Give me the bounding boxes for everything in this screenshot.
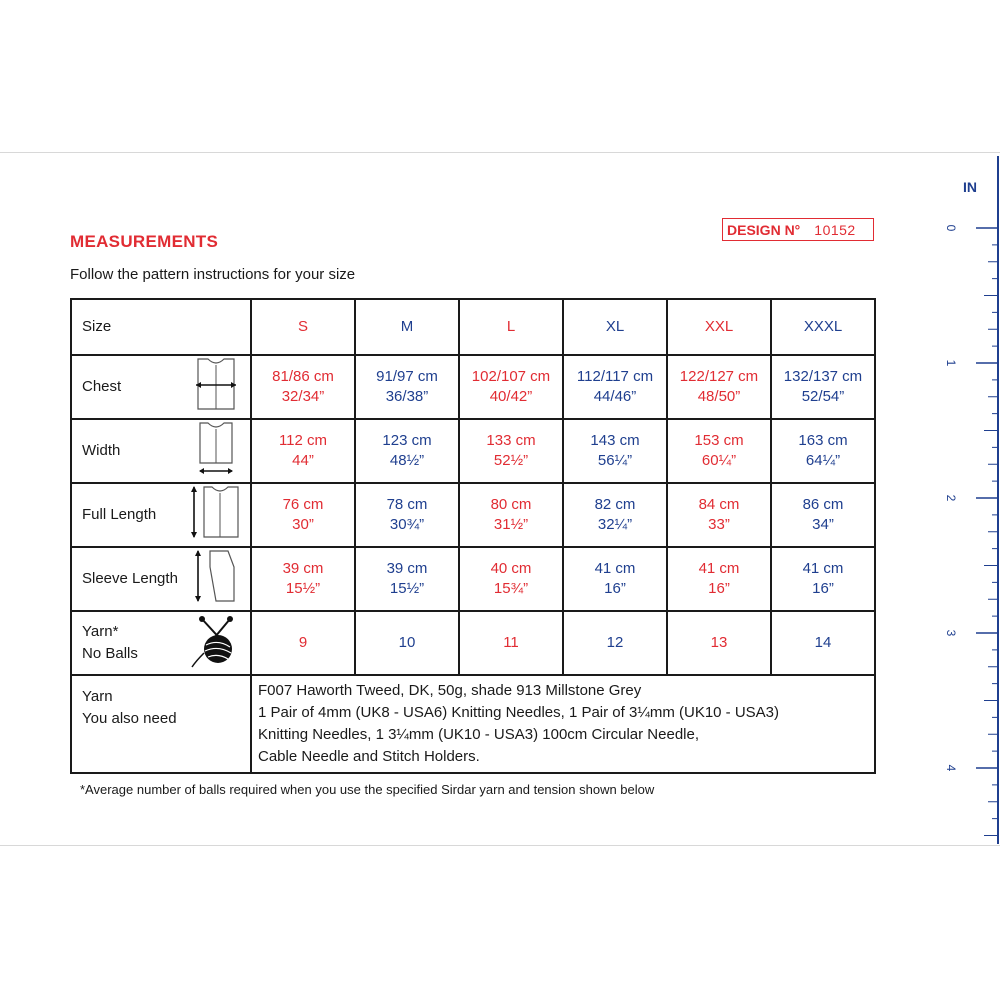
yarn-balls-label-cell [71,611,251,675]
width-measurement-icon [188,419,244,483]
width-cell [771,419,875,483]
sleeve-length-cell [459,547,563,611]
sleeve-length-in: 15¾” [493,580,529,597]
sleeve-length-cell [355,547,459,611]
width-cm: 112 cm [278,432,328,449]
footnote: *Average number of balls required when you use the specified Sirdar yarn and tension shown below [80,782,655,797]
size-header: M [355,299,459,355]
sleeve-length-in: 16” [708,580,730,597]
full-length-cell [355,483,459,547]
sleeve-length-cell [563,547,667,611]
full-length-in: 30” [292,516,314,533]
sleeve-measurement-icon [188,547,244,611]
full-length-label-cell [71,483,251,547]
chest-in: 40/42” [489,388,533,405]
chest-label: Chest [82,378,122,395]
sleeve-length-in: 16” [812,580,834,597]
full-length-in: 31½” [493,516,529,533]
yarn-label-line1: Yarn* [82,623,119,640]
width-in: 44” [292,452,314,469]
inch-ruler [930,150,1000,850]
materials-label-cell [71,675,251,773]
sleeve-length-label-cell [71,547,251,611]
yarn-balls-row [71,611,875,675]
width-row [71,419,875,483]
chest-cm: 122/127 cm [679,368,759,385]
design-number-badge [722,218,874,241]
materials-label [82,686,177,730]
materials-label-line1: Yarn [82,688,113,705]
full-length-cm: 82 cm [594,496,636,513]
page-title: MEASUREMENTS [70,232,219,251]
yarn-balls-cell: 12 [563,611,667,675]
materials-row [71,675,875,773]
sleeve-length-cell [251,547,355,611]
ruler-unit-label: IN [963,179,977,195]
chest-cell [355,355,459,419]
chest-cell [251,355,355,419]
width-in: 52½” [493,452,529,469]
size-row [71,299,875,355]
chest-in: 32/34” [281,388,325,405]
top-divider [0,152,1000,153]
page-subtitle: Follow the pattern instructions for your size [70,266,356,283]
materials-line: Knitting Needles, 1 3¼mm (UK10 - USA3) 100cm Circular Needle, [258,726,700,743]
chest-row [71,355,875,419]
size-header: S [251,299,355,355]
sleeve-length-cm: 39 cm [282,560,324,577]
ruler-label: 4 [943,764,958,772]
bottom-divider [0,845,1000,846]
chest-cell [459,355,563,419]
sleeve-length-cm: 39 cm [386,560,428,577]
sleeve-length-in: 15½” [389,580,425,597]
chest-cell [667,355,771,419]
chest-measurement-icon [188,355,244,419]
full-length-cell [667,483,771,547]
size-label-cell [71,299,251,355]
chest-cell [771,355,875,419]
width-in: 60¼” [701,452,737,469]
full-length-cell [459,483,563,547]
yarn-ball-icon [188,611,244,675]
ruler-label: 2 [943,494,958,502]
size-header: XL [563,299,667,355]
full-length-in: 33” [708,516,730,533]
size-label: Size [82,318,112,335]
yarn-balls-cell: 9 [251,611,355,675]
sleeve-length-cm: 40 cm [490,560,532,577]
full-length-in: 32¼” [597,516,633,533]
full-length-cm: 80 cm [490,496,532,513]
chest-cm: 112/117 cm [576,368,654,385]
full-length-cm: 76 cm [282,496,324,513]
chest-cell [563,355,667,419]
width-cell [251,419,355,483]
width-cm: 153 cm [694,432,744,449]
chest-cm: 132/137 cm [783,368,863,385]
chest-in: 36/38” [385,388,429,405]
chest-label-cell [71,355,251,419]
width-cm: 133 cm [486,432,536,449]
materials-list [251,675,875,773]
yarn-balls-cell: 10 [355,611,459,675]
materials-label-line2: You also need [82,710,177,727]
chest-in: 48/50” [697,388,741,405]
width-cell [355,419,459,483]
yarn-balls-cell: 14 [771,611,875,675]
yarn-balls-cell: 11 [459,611,563,675]
yarn-balls-label [82,621,138,665]
materials-line: 1 Pair of 4mm (UK8 - USA6) Knitting Needles, 1 Pair of 3¼mm (UK10 - USA3) [258,704,780,721]
design-number: 10152 [814,221,856,238]
width-in: 64¼” [805,452,841,469]
materials-line: F007 Haworth Tweed, DK, 50g, shade 913 Millstone Grey [258,682,642,699]
full-length-cell [251,483,355,547]
sleeve-length-cell [771,547,875,611]
yarn-label-line2: No Balls [82,645,138,662]
chest-cm: 102/107 cm [471,368,551,385]
size-header: L [459,299,563,355]
full-length-cm: 86 cm [802,496,844,513]
design-label: DESIGN N° [727,221,801,238]
chest-cm: 81/86 cm [272,368,334,385]
yarn-balls-cell: 13 [667,611,771,675]
width-cm: 123 cm [382,432,432,449]
full-length-row [71,483,875,547]
chest-cm: 91/97 cm [376,368,438,385]
full-length-cell [771,483,875,547]
full-length-in: 30¾” [389,516,425,533]
width-label-cell [71,419,251,483]
width-cell [563,419,667,483]
ruler-label: 3 [943,629,958,637]
sleeve-length-cell [667,547,771,611]
width-in: 56¼” [597,452,633,469]
sleeve-length-row [71,547,875,611]
ruler-label: 0 [943,224,958,232]
full-length-cm: 84 cm [698,496,740,513]
width-cm: 143 cm [590,432,640,449]
full-length-cell [563,483,667,547]
width-cm: 163 cm [798,432,848,449]
size-header: XXL [667,299,771,355]
width-cell [667,419,771,483]
ruler-label: 1 [943,359,958,367]
materials-line: Cable Needle and Stitch Holders. [258,748,480,765]
width-in: 48½” [389,452,425,469]
width-label: Width [82,442,121,459]
sleeve-length-cm: 41 cm [594,560,636,577]
measurements-table [70,298,876,774]
sleeve-length-label: Sleeve Length [82,570,178,587]
length-measurement-icon [188,483,244,547]
sleeve-length-cm: 41 cm [698,560,740,577]
sleeve-length-in: 16” [604,580,626,597]
full-length-in: 34” [812,516,834,533]
full-length-label: Full Length [82,506,157,523]
chest-in: 52/54” [801,388,845,405]
width-cell [459,419,563,483]
sleeve-length-cm: 41 cm [802,560,844,577]
sleeve-length-in: 15½” [285,580,321,597]
chest-in: 44/46” [593,388,637,405]
full-length-cm: 78 cm [386,496,428,513]
size-header: XXXL [771,299,875,355]
